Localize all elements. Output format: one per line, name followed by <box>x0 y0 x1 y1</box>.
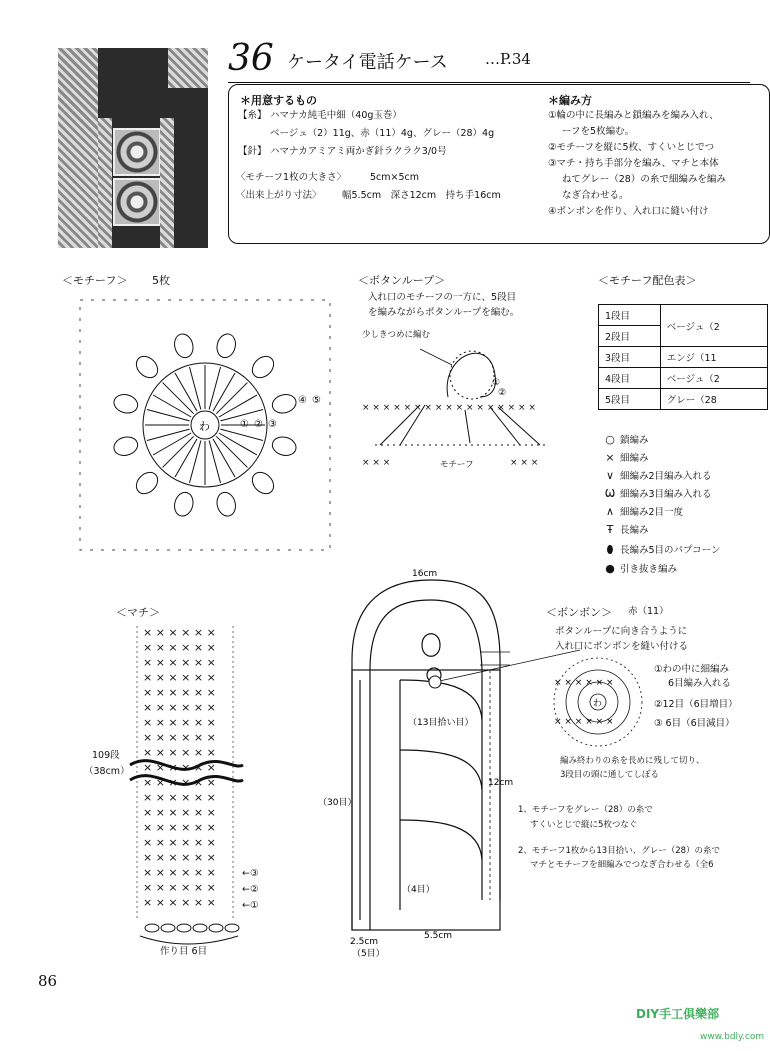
svg-text:× × ×: × × × <box>362 458 391 468</box>
pompom-step2: ②12目（6目増目） <box>654 699 738 710</box>
color-table <box>598 304 768 410</box>
sc-3-in-1-icon: Ѡ <box>604 487 616 500</box>
svg-text:× × × × × ×: × × × × × × <box>143 626 216 639</box>
svg-text:× × × × × ×: × × × × × × <box>143 671 216 684</box>
yarn-line1: ハマナカ純毛中細（40g玉巻） <box>270 110 402 121</box>
button-loop-title: ＜ボタンループ＞ <box>358 274 446 287</box>
gusset-start-label: 作り目 6目 <box>160 946 208 957</box>
bag-note1a: 1、モチーフをグレー（28）の糸で <box>518 805 653 815</box>
bag-side-count: （30目） <box>318 798 357 808</box>
yarn-line2: ベージュ（2）11g、赤（11）4g、グレー（28）4g <box>270 128 495 139</box>
method-step: なぎ合わせる。 <box>562 190 629 201</box>
svg-text:× × × × × ×: × × × × × × <box>143 776 216 789</box>
svg-text:× × × × × ×: × × × × × × <box>143 821 216 834</box>
pompom-color: 赤（11） <box>628 606 669 617</box>
bag-diagram <box>318 569 540 960</box>
motif-mark-5: ⑤ <box>312 395 321 406</box>
gusset-chart <box>125 620 245 920</box>
svg-text:× × × × × ×: × × × × × × <box>143 731 216 744</box>
svg-text:× × × × × ×: × × × × × × <box>143 701 216 714</box>
motif-mark-4: ④ <box>298 395 307 406</box>
product-photo <box>58 48 208 248</box>
bag-note2a: 2、モチーフ1枚から13目拾い、グレー（28）の糸で <box>518 846 721 856</box>
table-row <box>599 347 768 368</box>
svg-text:× × × × × ×: × × × × × × <box>143 656 216 669</box>
pompom-step1a: ①わの中に細編み <box>654 664 730 675</box>
pompom-finish2: 3段目の頭に通してしぼる <box>560 770 659 780</box>
pompom-desc1: ボタンループに向き合うように <box>555 626 688 637</box>
motif-title: ＜モチーフ＞ <box>62 274 128 287</box>
materials-heading: ＊用意するもの <box>240 94 317 107</box>
method-step: ねてグレー（28）の糸で細編みを編み <box>562 174 726 185</box>
motif-mark-3: ③ <box>268 419 277 430</box>
table-cell-row: 1段目 <box>599 305 661 326</box>
watermark-logo: DIY手工俱樂部 <box>636 1007 720 1021</box>
svg-text:× × × × × ×: × × × × × × <box>143 716 216 729</box>
method-step: ーフを5枚編む。 <box>562 126 635 137</box>
svg-text:× × × × × ×: × × × × × × <box>143 791 216 804</box>
svg-text:× × × × × ×: × × × × × × <box>143 851 216 864</box>
svg-text:× × × × × ×: × × × × × × <box>143 866 216 879</box>
pompom-step3: ③ 6目（6目減目） <box>654 718 735 729</box>
gusset-rows-label: 109段 <box>92 750 120 761</box>
table-cell-row: 5段目 <box>599 389 661 410</box>
pattern-number: 36 <box>228 38 274 79</box>
legend-popcorn: ⬮ 長編み5目のパプコーン <box>600 542 720 557</box>
method-step: ③マチ・持ち手部分を編み、マチと本体 <box>548 158 719 169</box>
pompom-pointer <box>430 640 590 700</box>
method-step: ④ボンボンを作り、入れ口に縫い付け <box>548 206 709 217</box>
svg-text:× × × × × ×: × × × × × × <box>143 686 216 699</box>
bag-handle-width: 16cm <box>412 569 438 579</box>
legend-sc2: ∨ 細編み2目編み入れる <box>600 468 712 482</box>
gusset-arrow-2: ←② <box>242 884 259 895</box>
table-row <box>599 305 768 326</box>
button-loop-desc2: を編みながらボタンループを編む。 <box>368 307 520 318</box>
method-step: ②モチーフを縦に5枚、すくいとじでつ <box>548 142 715 153</box>
legend-sc2tog: ∧ 細編み2目一度 <box>600 504 683 518</box>
table-cell-color: ベージュ（2 <box>660 368 767 389</box>
popcorn-icon: ⬮ <box>606 543 614 556</box>
method-heading: ＊編み方 <box>548 94 592 107</box>
finished-size-label: 〈出来上がり寸法〉 <box>236 190 322 201</box>
legend-sc3: Ѡ 細編み3目編み入れる <box>600 486 712 500</box>
title-underline <box>228 82 750 83</box>
page-title: ケータイ電話ケース <box>287 52 448 73</box>
svg-text:× × × × × ×: × × × × × × <box>143 806 216 819</box>
page-reference: …P.34 <box>485 50 531 68</box>
svg-text:× × × × × ×: × × × × × × <box>143 881 216 894</box>
chain-stitch-icon: ○ <box>605 433 615 446</box>
table-row <box>599 368 768 389</box>
svg-text:× × × × × ×: × × × × × × <box>143 641 216 654</box>
svg-text:× × × × × ×: × × × × × × <box>143 836 216 849</box>
svg-text:× × × × × ×: × × × × × × <box>143 896 216 909</box>
bag-bottom-count: （4目） <box>402 885 435 895</box>
bag-note1b: すくいとじで縦に5枚つなぐ <box>530 820 638 830</box>
svg-text:× × × × × ×: × × × × × × <box>143 746 216 759</box>
pompom-title: ＜ボンボン＞ <box>546 606 612 619</box>
legend-chain: ○ 鎖編み <box>600 432 649 446</box>
bag-depth-st: （5目） <box>352 949 385 959</box>
legend-slip: ● 引き抜き編み <box>600 561 677 575</box>
motif-mark-2: ② <box>254 419 263 430</box>
button-loop-motif-label: モチーフ <box>440 460 474 470</box>
svg-text:× × × × × ×: × × × × × × <box>554 717 614 727</box>
pompom-desc2: 入れ口にボンボンを縫い付ける <box>555 641 689 652</box>
hook-text: ハマナカアミアミ両かぎ針ラクラク3/0号 <box>270 146 447 157</box>
table-cell-row: 3段目 <box>599 347 661 368</box>
gusset-arrow-3: ←③ <box>242 868 259 879</box>
table-row <box>599 389 768 410</box>
double-crochet-icon: Ŧ <box>606 523 614 536</box>
legend-dc: Ŧ 長編み <box>600 522 649 536</box>
button-loop-mark-1: ① <box>492 378 501 388</box>
table-cell-color: グレー（28 <box>660 389 767 410</box>
motif-mark-1: ① <box>240 419 249 430</box>
sc-2-together-icon: ∧ <box>605 505 615 518</box>
svg-text:× × ×: × × × <box>510 458 539 468</box>
bag-height: 12cm <box>488 778 514 788</box>
table-cell-row: 2段目 <box>599 326 661 347</box>
table-cell-color: ベージュ（2 <box>660 305 767 347</box>
single-crochet-icon: × <box>605 451 615 464</box>
finished-size-value: 幅5.5cm 深さ12cm 持ち手16cm <box>342 190 501 201</box>
bag-note2b: マチとモチーフを細編みでつなぎ合わせる（全6 <box>530 860 714 870</box>
sc-2-in-1-icon: ∨ <box>605 469 615 482</box>
button-loop-desc1: 入れ口のモチーフの一方に、5段目 <box>368 292 517 303</box>
motif-count: 5枚 <box>152 274 170 287</box>
slip-stitch-icon: ● <box>605 562 615 575</box>
svg-text:× × × × × ×: × × × × × × <box>554 678 614 688</box>
pompom-finish1: 編み終わりの糸を長めに残して切り、 <box>560 756 705 766</box>
bag-depth-cm: 2.5cm <box>350 937 379 947</box>
yarn-label: 【糸】 <box>238 110 267 121</box>
hook-label: 【針】 <box>238 146 267 157</box>
motif-size-value: 5cm×5cm <box>370 172 420 183</box>
button-loop-note: 少しきつめに編む <box>362 330 431 340</box>
gusset-title: ＜マチ＞ <box>116 606 160 619</box>
legend-single: × 細編み <box>600 450 649 464</box>
table-cell-row: 4段目 <box>599 368 661 389</box>
gusset-arrow-1: ←① <box>242 900 259 911</box>
bag-pick-up: （13目拾い目） <box>408 718 474 728</box>
table-cell-color: エンジ（11 <box>660 347 767 368</box>
svg-text:× × × × × ×: × × × × × × <box>143 761 216 774</box>
pompom-step1b: 6目編み入れる <box>668 678 732 689</box>
motif-chart <box>60 290 350 570</box>
gusset-length-label: （38cm） <box>84 766 130 777</box>
color-table-title: ＜モチーフ配色表＞ <box>598 274 697 287</box>
pompom-center: わ <box>593 699 603 709</box>
page-number: 86 <box>38 972 58 990</box>
motif-size-label: 〈モチーフ1枚の大きさ〉 <box>236 172 347 183</box>
bag-width: 5.5cm <box>424 931 453 941</box>
button-loop-chart <box>360 335 550 470</box>
button-loop-mark-2: ② <box>498 388 507 398</box>
method-step: ①輪の中に長編みと鎖編みを編み入れ、 <box>548 110 719 121</box>
motif-center-label: わ <box>199 420 210 433</box>
svg-text:× × × × × × × × × × × × × × ×: × × × × × × × × × × × × × × × × × <box>362 403 536 413</box>
watermark-url: www.bdly.com <box>700 1032 765 1042</box>
